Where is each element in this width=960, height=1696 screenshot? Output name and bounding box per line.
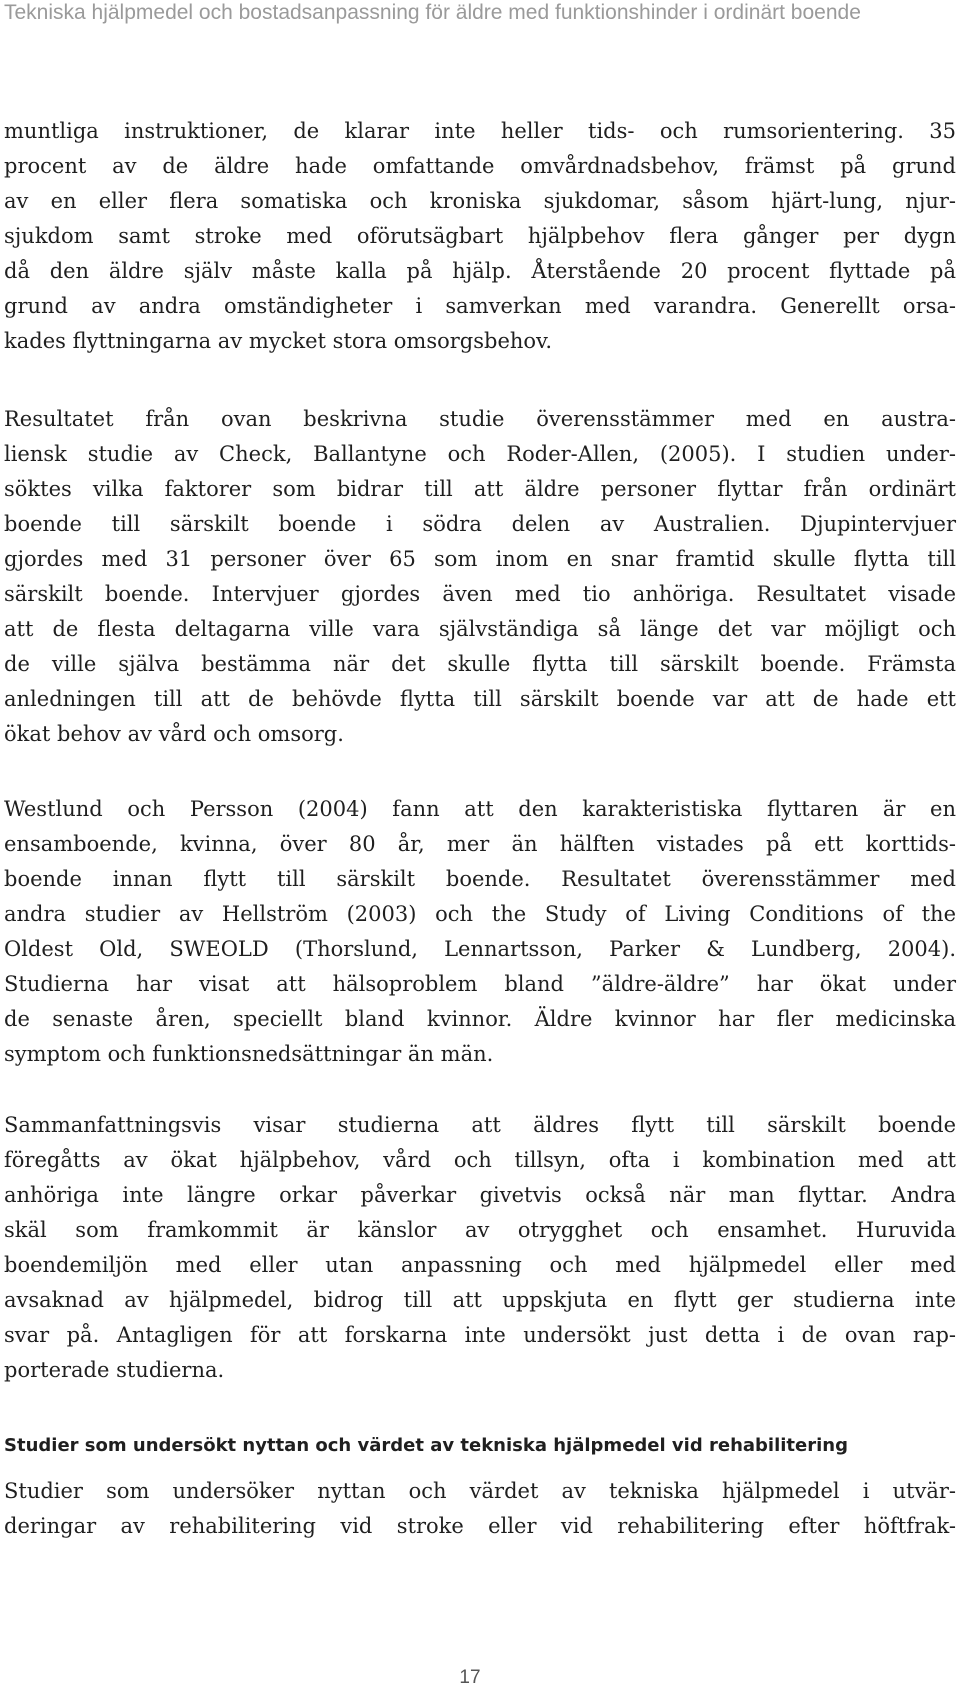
paragraph-westlund-persson [4, 792, 956, 1072]
text-line: de ville själva bestämma när det skulle flytta till särskilt boende. Främsta [4, 652, 956, 676]
section-heading: Studier som undersökt nyttan och värdet av tekniska hjälpmedel vid rehabilitering [4, 1435, 848, 1456]
text-line: Oldest Old, SWEOLD (Thorslund, Lennartsson, Parker & Lundberg, 2004). [4, 937, 956, 961]
text-line: kades flyttningarna av mycket stora omsorgsbehov. [4, 329, 553, 353]
text-line: grund av andra omständigheter i samverkan med varandra. Generellt orsa- [4, 294, 956, 318]
text-line: svar på. Antagligen för att forskarna inte undersökt just detta i de ovan rap- [4, 1323, 956, 1347]
text-line: anledningen till att de behövde flytta till särskilt boende var att de hade ett [4, 687, 956, 711]
text-line: boendemiljön med eller utan anpassning och med hjälpmedel eller med [4, 1253, 956, 1277]
text-line: då den äldre själv måste kalla på hjälp. Återstående 20 procent flyttade på [4, 259, 956, 283]
paragraph-summary [4, 1108, 956, 1388]
page-number: 17 [459, 1667, 481, 1688]
text-line: boende innan flytt till särskilt boende. Resultatet överensstämmer med [4, 867, 956, 891]
text-line: söktes vilka faktorer som bidrar till att äldre personer flyttar från ordinärt [4, 477, 956, 501]
text-line: liensk studie av Check, Ballantyne och Roder-Allen, (2005). I studien under- [4, 442, 956, 466]
text-line: skäl som framkommit är känslor av otrygghet och ensamhet. Huruvida [4, 1218, 956, 1242]
text-line: avsaknad av hjälpmedel, bidrog till att uppskjuta en flytt ger studierna inte [4, 1288, 956, 1312]
text-line: muntliga instruktioner, de klarar inte heller tids- och rumsorientering. 35 [4, 119, 956, 143]
text-line: gjordes med 31 personer över 65 som inom en snar framtid skulle flytta till [4, 547, 956, 571]
text-line: de senaste åren, speciellt bland kvinnor. Äldre kvinnor har fler medicinska [4, 1007, 956, 1031]
text-line: av en eller flera somatiska och kroniska sjukdomar, såsom hjärt-lung, njur- [4, 189, 956, 213]
running-header: Tekniska hjälpmedel och bostadsanpassning för äldre med funktionshinder i ordinärt boende [4, 1, 861, 24]
text-line: anhöriga inte längre orkar påverkar givetvis också när man flyttar. Andra [4, 1183, 956, 1207]
text-line: Sammanfattningsvis visar studierna att äldres flytt till särskilt boende [4, 1113, 956, 1137]
paragraph-australian-study [4, 402, 956, 752]
text-line: deringar av rehabilitering vid stroke eller vid rehabilitering efter höftfrak- [4, 1514, 956, 1538]
text-line: särskilt boende. Intervjuer gjordes även med tio anhöriga. Resultatet visade [4, 582, 956, 606]
paragraph-section-intro [4, 1474, 956, 1544]
paragraph-moving-reasons [4, 114, 956, 359]
text-line: andra studier av Hellström (2003) och the Study of Living Conditions of the [4, 902, 956, 926]
text-line: procent av de äldre hade omfattande omvårdnadsbehov, främst på grund [4, 154, 956, 178]
text-line: ensamboende, kvinna, över 80 år, mer än hälften vistades på ett korttids- [4, 832, 956, 856]
text-line: föregåtts av ökat hjälpbehov, vård och tillsyn, ofta i kombination med att [4, 1148, 956, 1172]
text-line: Studier som undersöker nyttan och värdet av tekniska hjälpmedel i utvär- [4, 1479, 956, 1503]
text-line: ökat behov av vård och omsorg. [4, 722, 344, 746]
text-line: sjukdom samt stroke med oförutsägbart hjälpbehov flera gånger per dygn [4, 224, 956, 248]
text-line: att de flesta deltagarna ville vara självständiga så länge det var möjligt och [4, 617, 956, 641]
text-line: symptom och funktionsnedsättningar än män. [4, 1042, 494, 1066]
text-line: Resultatet från ovan beskrivna studie överensstämmer med en austra- [4, 407, 956, 431]
text-line: boende till särskilt boende i södra delen av Australien. Djupintervjuer [4, 512, 956, 536]
text-line: porterade studierna. [4, 1358, 225, 1382]
text-line: Studierna har visat att hälsoproblem bland ”äldre-äldre” har ökat under [4, 972, 956, 996]
text-line: Westlund och Persson (2004) fann att den karakteristiska flyttaren är en [4, 797, 956, 821]
